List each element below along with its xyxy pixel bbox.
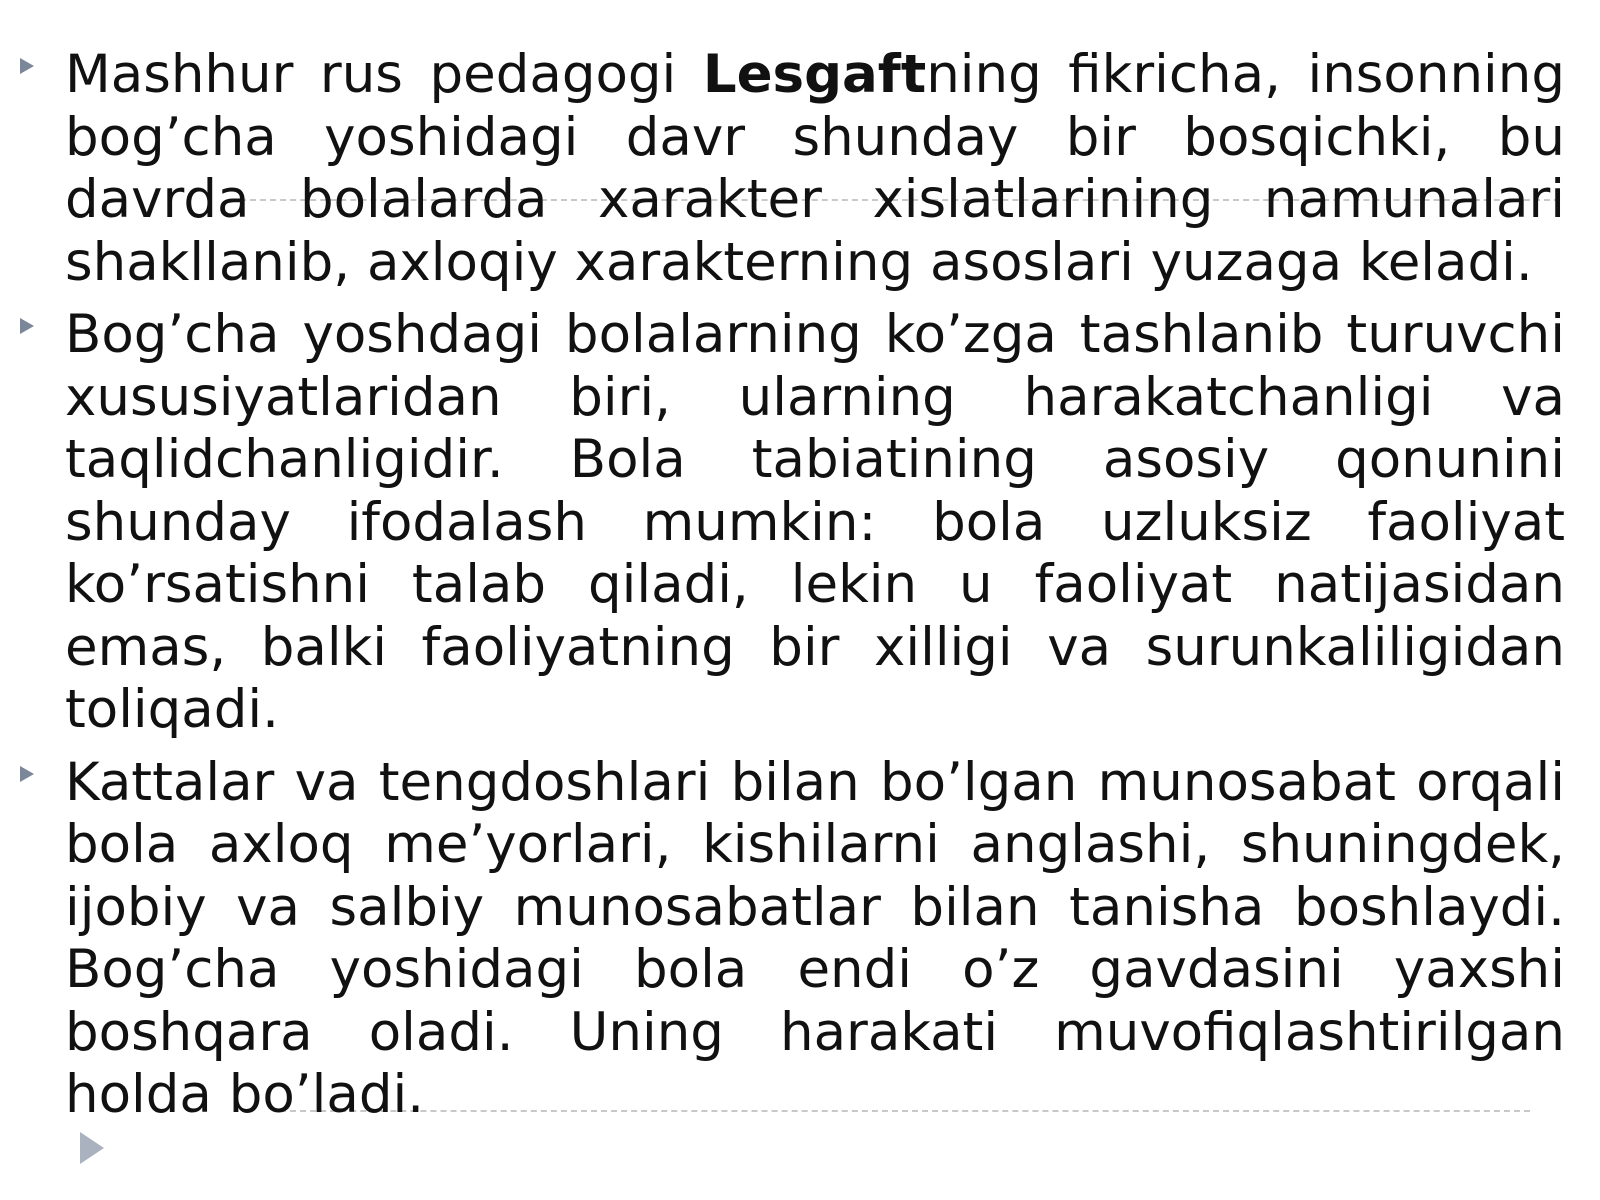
- bullet-item-3: [20, 752, 1565, 1127]
- bullet-text-1-bold: Lesgaft: [702, 44, 927, 105]
- bullet-text-2: Bog’cha yoshdagi bolalarning ko’zga tashlanib turuvchi xususiyatlaridan biri, ularning harakatchanligi va taqlidchanligidir. Bola tabiatining asosiy qonunini shunday ifodalash mumkin: bola uzluksiz faoliyat ko’rsatishni talab qiladi, lekin u faoliyat natijasidan emas, balki faoliyatning bir xilligi va surunkaliligidan toliqadi.: [65, 304, 1565, 740]
- bullet-list: [20, 44, 1565, 1137]
- bullet-item-1: [20, 44, 1565, 294]
- triangle-bullet-icon: [20, 318, 34, 334]
- bullet-text-1-before: Mashhur rus pedagogi: [65, 44, 703, 105]
- triangle-bullet-icon: [20, 766, 34, 782]
- bullet-item-2: [20, 304, 1565, 742]
- play-arrow-icon[interactable]: [80, 1132, 104, 1164]
- bullet-text-1: [65, 44, 1565, 294]
- bullet-text-1-after: ning fikricha, insonning bog’cha yoshidagi davr shunday bir bosqichki, bu davrda bolalarda xarakter xislatlarining namunalari shakllanib, axloqiy xarakterning asoslari yuzaga keladi.: [65, 44, 1565, 293]
- triangle-bullet-icon: [20, 58, 34, 74]
- bullet-text-3: Kattalar va tengdoshlari bilan bo’lgan munosabat orqali bola axloq me’yorlari, kishilarni anglashi, shuningdek, ijobiy va salbiy munosabatlar bilan tanisha boshlaydi. Bog’cha yoshidagi bola endi o’z gavdasini yaxshi boshqara oladi. Uning harakati muvofiqlashtirilgan holda bo’ladi.: [65, 751, 1565, 1125]
